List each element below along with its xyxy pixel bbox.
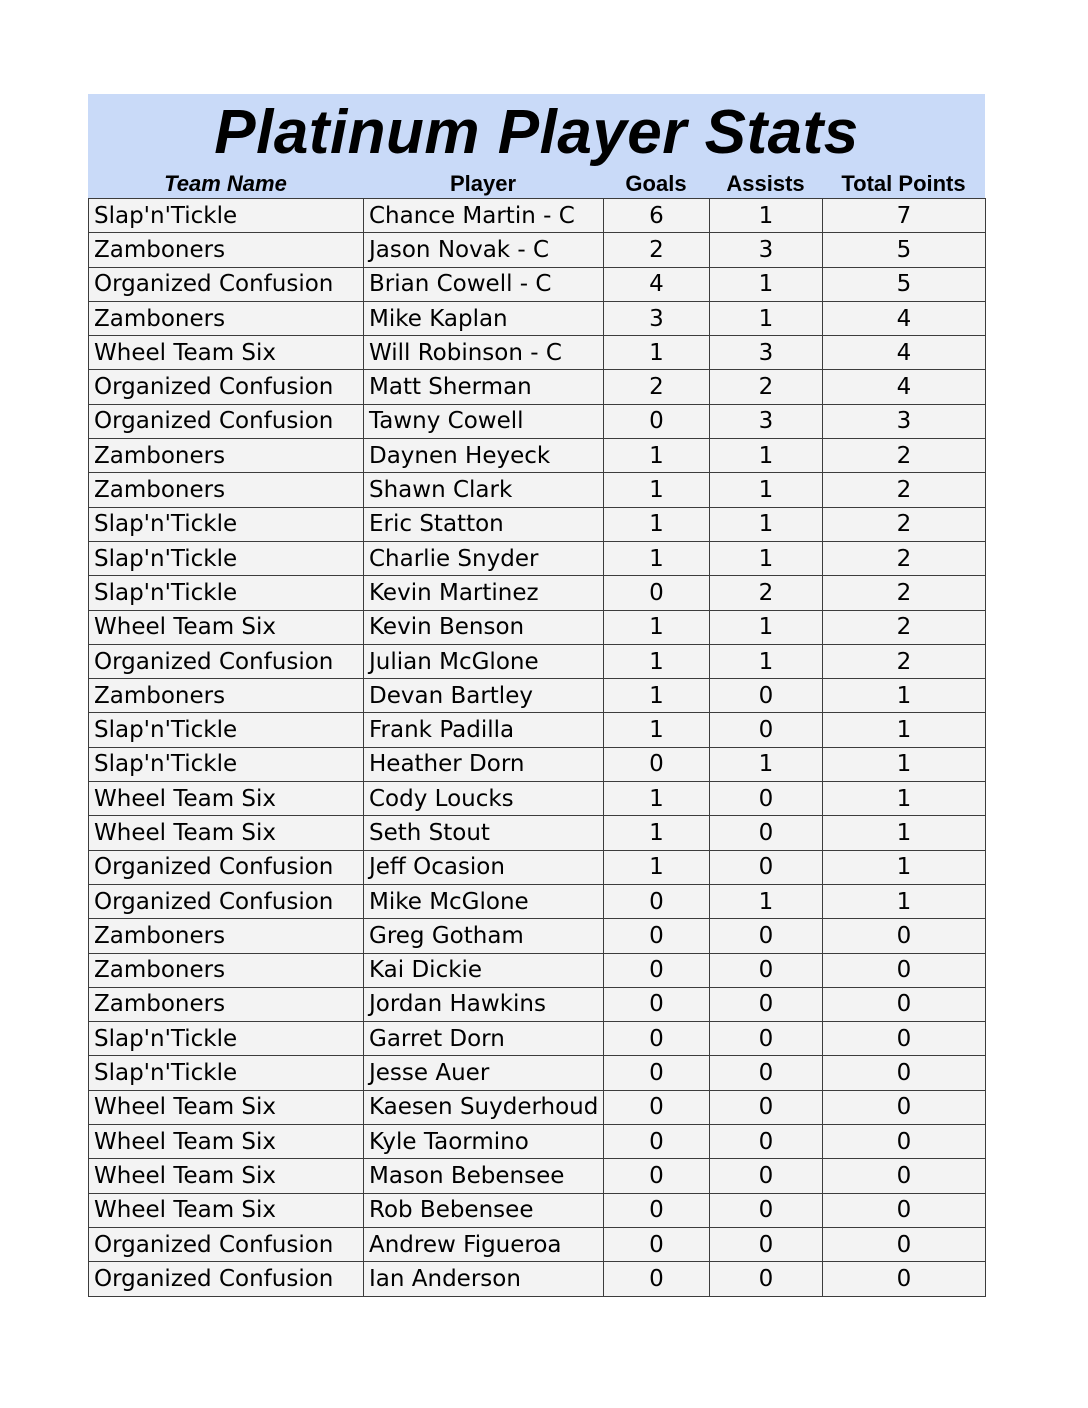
player-cell: Kai Dickie bbox=[364, 953, 604, 987]
table-row bbox=[89, 987, 986, 1021]
goals-cell: 1 bbox=[604, 439, 710, 473]
player-cell: Jason Novak - C bbox=[364, 233, 604, 267]
total-points-cell: 0 bbox=[823, 953, 986, 987]
assists-cell: 0 bbox=[710, 1262, 823, 1296]
table-row bbox=[89, 301, 986, 335]
assists-cell: 0 bbox=[710, 679, 823, 713]
total-points-cell: 0 bbox=[823, 1159, 986, 1193]
goals-cell: 0 bbox=[604, 1159, 710, 1193]
table-row bbox=[89, 919, 986, 953]
goals-cell: 0 bbox=[604, 1193, 710, 1227]
total-points-cell: 0 bbox=[823, 987, 986, 1021]
player-cell: Kaesen Suyderhoud bbox=[364, 1090, 604, 1124]
total-points-cell: 0 bbox=[823, 1227, 986, 1261]
table-row bbox=[89, 782, 986, 816]
player-cell: Ian Anderson bbox=[364, 1262, 604, 1296]
team-cell: Zamboners bbox=[89, 919, 364, 953]
team-cell: Wheel Team Six bbox=[89, 336, 364, 370]
player-cell: Greg Gotham bbox=[364, 919, 604, 953]
team-cell: Zamboners bbox=[89, 439, 364, 473]
goals-cell: 4 bbox=[604, 267, 710, 301]
player-cell: Garret Dorn bbox=[364, 1022, 604, 1056]
total-points-cell: 2 bbox=[823, 644, 986, 678]
goals-cell: 1 bbox=[604, 850, 710, 884]
assists-cell: 1 bbox=[710, 541, 823, 575]
team-cell: Wheel Team Six bbox=[89, 1125, 364, 1159]
table-row bbox=[89, 267, 986, 301]
table-row bbox=[89, 1227, 986, 1261]
player-cell: Brian Cowell - C bbox=[364, 267, 604, 301]
assists-cell: 0 bbox=[710, 782, 823, 816]
assists-cell: 1 bbox=[710, 644, 823, 678]
table-row bbox=[89, 610, 986, 644]
goals-cell: 1 bbox=[604, 610, 710, 644]
goals-cell: 1 bbox=[604, 507, 710, 541]
team-cell: Organized Confusion bbox=[89, 850, 364, 884]
assists-cell: 1 bbox=[710, 610, 823, 644]
team-cell: Zamboners bbox=[89, 953, 364, 987]
team-cell: Slap'n'Tickle bbox=[89, 713, 364, 747]
assists-cell: 1 bbox=[710, 507, 823, 541]
total-points-cell: 1 bbox=[823, 679, 986, 713]
total-points-cell: 2 bbox=[823, 439, 986, 473]
player-cell: Rob Bebensee bbox=[364, 1193, 604, 1227]
player-cell: Kyle Taormino bbox=[364, 1125, 604, 1159]
assists-cell: 0 bbox=[710, 1125, 823, 1159]
assists-cell: 2 bbox=[710, 576, 823, 610]
team-cell: Organized Confusion bbox=[89, 370, 364, 404]
assists-cell: 0 bbox=[710, 953, 823, 987]
player-cell: Heather Dorn bbox=[364, 747, 604, 781]
total-points-cell: 1 bbox=[823, 747, 986, 781]
total-points-cell: 7 bbox=[823, 199, 986, 233]
team-cell: Slap'n'Tickle bbox=[89, 199, 364, 233]
team-cell: Organized Confusion bbox=[89, 644, 364, 678]
goals-cell: 0 bbox=[604, 1056, 710, 1090]
total-points-cell: 2 bbox=[823, 507, 986, 541]
player-cell: Seth Stout bbox=[364, 816, 604, 850]
player-cell: Eric Statton bbox=[364, 507, 604, 541]
assists-cell: 1 bbox=[710, 473, 823, 507]
player-cell: Devan Bartley bbox=[364, 679, 604, 713]
assists-cell: 1 bbox=[710, 301, 823, 335]
goals-cell: 0 bbox=[604, 404, 710, 438]
assists-cell: 3 bbox=[710, 404, 823, 438]
total-points-cell: 5 bbox=[823, 267, 986, 301]
team-cell: Slap'n'Tickle bbox=[89, 576, 364, 610]
table-row bbox=[89, 1193, 986, 1227]
table-row bbox=[89, 541, 986, 575]
table-row bbox=[89, 884, 986, 918]
goals-cell: 1 bbox=[604, 473, 710, 507]
assists-cell: 0 bbox=[710, 919, 823, 953]
total-points-cell: 0 bbox=[823, 919, 986, 953]
assists-cell: 0 bbox=[710, 1056, 823, 1090]
table-row bbox=[89, 713, 986, 747]
player-cell: Cody Loucks bbox=[364, 782, 604, 816]
team-cell: Zamboners bbox=[89, 301, 364, 335]
goals-cell: 2 bbox=[604, 370, 710, 404]
team-cell: Zamboners bbox=[89, 473, 364, 507]
team-cell: Wheel Team Six bbox=[89, 816, 364, 850]
player-cell: Mason Bebensee bbox=[364, 1159, 604, 1193]
goals-cell: 1 bbox=[604, 644, 710, 678]
total-points-cell: 0 bbox=[823, 1125, 986, 1159]
team-cell: Slap'n'Tickle bbox=[89, 1056, 364, 1090]
goals-cell: 0 bbox=[604, 884, 710, 918]
assists-cell: 0 bbox=[710, 816, 823, 850]
total-points-cell: 0 bbox=[823, 1056, 986, 1090]
goals-cell: 2 bbox=[604, 233, 710, 267]
total-points-cell: 1 bbox=[823, 816, 986, 850]
team-cell: Wheel Team Six bbox=[89, 610, 364, 644]
stats-sheet bbox=[88, 94, 985, 1297]
assists-cell: 0 bbox=[710, 713, 823, 747]
team-cell: Zamboners bbox=[89, 233, 364, 267]
goals-cell: 0 bbox=[604, 1090, 710, 1124]
column-header-total-points: Total Points bbox=[841, 171, 966, 196]
assists-cell: 3 bbox=[710, 336, 823, 370]
goals-cell: 0 bbox=[604, 1125, 710, 1159]
team-cell: Zamboners bbox=[89, 987, 364, 1021]
goals-cell: 0 bbox=[604, 747, 710, 781]
total-points-cell: 4 bbox=[823, 370, 986, 404]
total-points-cell: 1 bbox=[823, 850, 986, 884]
team-cell: Slap'n'Tickle bbox=[89, 747, 364, 781]
total-points-cell: 4 bbox=[823, 336, 986, 370]
table-row bbox=[89, 1090, 986, 1124]
table-row bbox=[89, 507, 986, 541]
player-cell: Will Robinson - C bbox=[364, 336, 604, 370]
player-cell: Kevin Benson bbox=[364, 610, 604, 644]
column-header-player: Player bbox=[449, 171, 517, 196]
goals-cell: 1 bbox=[604, 541, 710, 575]
player-cell: Andrew Figueroa bbox=[364, 1227, 604, 1261]
player-cell: Mike McGlone bbox=[364, 884, 604, 918]
assists-cell: 1 bbox=[710, 199, 823, 233]
total-points-cell: 2 bbox=[823, 541, 986, 575]
team-cell: Organized Confusion bbox=[89, 267, 364, 301]
team-cell: Organized Confusion bbox=[89, 884, 364, 918]
team-cell: Slap'n'Tickle bbox=[89, 1022, 364, 1056]
player-cell: Julian McGlone bbox=[364, 644, 604, 678]
column-header-assists: Assists bbox=[726, 171, 805, 196]
team-cell: Wheel Team Six bbox=[89, 782, 364, 816]
total-points-cell: 1 bbox=[823, 713, 986, 747]
player-cell: Jeff Ocasion bbox=[364, 850, 604, 884]
table-row bbox=[89, 576, 986, 610]
player-cell: Daynen Heyeck bbox=[364, 439, 604, 473]
goals-cell: 1 bbox=[604, 336, 710, 370]
table-row bbox=[89, 644, 986, 678]
team-cell: Wheel Team Six bbox=[89, 1090, 364, 1124]
table-row bbox=[89, 404, 986, 438]
team-cell: Slap'n'Tickle bbox=[89, 507, 364, 541]
table-row bbox=[89, 850, 986, 884]
assists-cell: 0 bbox=[710, 850, 823, 884]
table-row bbox=[89, 473, 986, 507]
total-points-cell: 2 bbox=[823, 473, 986, 507]
player-cell: Frank Padilla bbox=[364, 713, 604, 747]
header-band bbox=[88, 94, 985, 198]
team-cell: Organized Confusion bbox=[89, 404, 364, 438]
assists-cell: 1 bbox=[710, 267, 823, 301]
column-header-goals: Goals bbox=[625, 171, 687, 196]
table-row bbox=[89, 1056, 986, 1090]
assists-cell: 0 bbox=[710, 1227, 823, 1261]
table-row bbox=[89, 816, 986, 850]
goals-cell: 0 bbox=[604, 1262, 710, 1296]
team-cell: Wheel Team Six bbox=[89, 1193, 364, 1227]
assists-cell: 0 bbox=[710, 1022, 823, 1056]
assists-cell: 1 bbox=[710, 439, 823, 473]
total-points-cell: 0 bbox=[823, 1262, 986, 1296]
team-cell: Organized Confusion bbox=[89, 1227, 364, 1261]
goals-cell: 1 bbox=[604, 679, 710, 713]
total-points-cell: 1 bbox=[823, 884, 986, 918]
team-cell: Zamboners bbox=[89, 679, 364, 713]
player-cell: Charlie Snyder bbox=[364, 541, 604, 575]
assists-cell: 3 bbox=[710, 233, 823, 267]
player-cell: Jordan Hawkins bbox=[364, 987, 604, 1021]
assists-cell: 1 bbox=[710, 747, 823, 781]
table-row bbox=[89, 953, 986, 987]
table-row bbox=[89, 336, 986, 370]
assists-cell: 0 bbox=[710, 1090, 823, 1124]
total-points-cell: 5 bbox=[823, 233, 986, 267]
team-cell: Wheel Team Six bbox=[89, 1159, 364, 1193]
goals-cell: 1 bbox=[604, 816, 710, 850]
goals-cell: 0 bbox=[604, 1227, 710, 1261]
team-cell: Slap'n'Tickle bbox=[89, 541, 364, 575]
table-row bbox=[89, 747, 986, 781]
table-row bbox=[89, 1262, 986, 1296]
total-points-cell: 0 bbox=[823, 1022, 986, 1056]
player-cell: Matt Sherman bbox=[364, 370, 604, 404]
total-points-cell: 2 bbox=[823, 576, 986, 610]
player-cell: Kevin Martinez bbox=[364, 576, 604, 610]
goals-cell: 1 bbox=[604, 782, 710, 816]
goals-cell: 6 bbox=[604, 199, 710, 233]
total-points-cell: 4 bbox=[823, 301, 986, 335]
table-row bbox=[89, 370, 986, 404]
table-row bbox=[89, 439, 986, 473]
player-stats-body bbox=[89, 199, 986, 1297]
column-header-team: Team Name bbox=[164, 171, 287, 196]
goals-cell: 1 bbox=[604, 713, 710, 747]
assists-cell: 1 bbox=[710, 884, 823, 918]
team-cell: Organized Confusion bbox=[89, 1262, 364, 1296]
table-row bbox=[89, 1125, 986, 1159]
table-row bbox=[89, 233, 986, 267]
total-points-cell: 0 bbox=[823, 1090, 986, 1124]
player-cell: Shawn Clark bbox=[364, 473, 604, 507]
assists-cell: 0 bbox=[710, 1193, 823, 1227]
table-row bbox=[89, 1022, 986, 1056]
goals-cell: 0 bbox=[604, 987, 710, 1021]
total-points-cell: 2 bbox=[823, 610, 986, 644]
total-points-cell: 0 bbox=[823, 1193, 986, 1227]
table-row bbox=[89, 1159, 986, 1193]
assists-cell: 2 bbox=[710, 370, 823, 404]
player-cell: Jesse Auer bbox=[364, 1056, 604, 1090]
player-cell: Tawny Cowell bbox=[364, 404, 604, 438]
assists-cell: 0 bbox=[710, 1159, 823, 1193]
player-cell: Mike Kaplan bbox=[364, 301, 604, 335]
goals-cell: 0 bbox=[604, 576, 710, 610]
table-row bbox=[89, 679, 986, 713]
table-row bbox=[89, 199, 986, 233]
goals-cell: 0 bbox=[604, 953, 710, 987]
goals-cell: 3 bbox=[604, 301, 710, 335]
total-points-cell: 1 bbox=[823, 782, 986, 816]
player-cell: Chance Martin - C bbox=[364, 199, 604, 233]
assists-cell: 0 bbox=[710, 987, 823, 1021]
column-headers bbox=[88, 170, 985, 198]
page-title: Platinum Player Stats bbox=[214, 98, 859, 167]
total-points-cell: 3 bbox=[823, 404, 986, 438]
player-stats-table bbox=[88, 198, 986, 1297]
goals-cell: 0 bbox=[604, 919, 710, 953]
goals-cell: 0 bbox=[604, 1022, 710, 1056]
